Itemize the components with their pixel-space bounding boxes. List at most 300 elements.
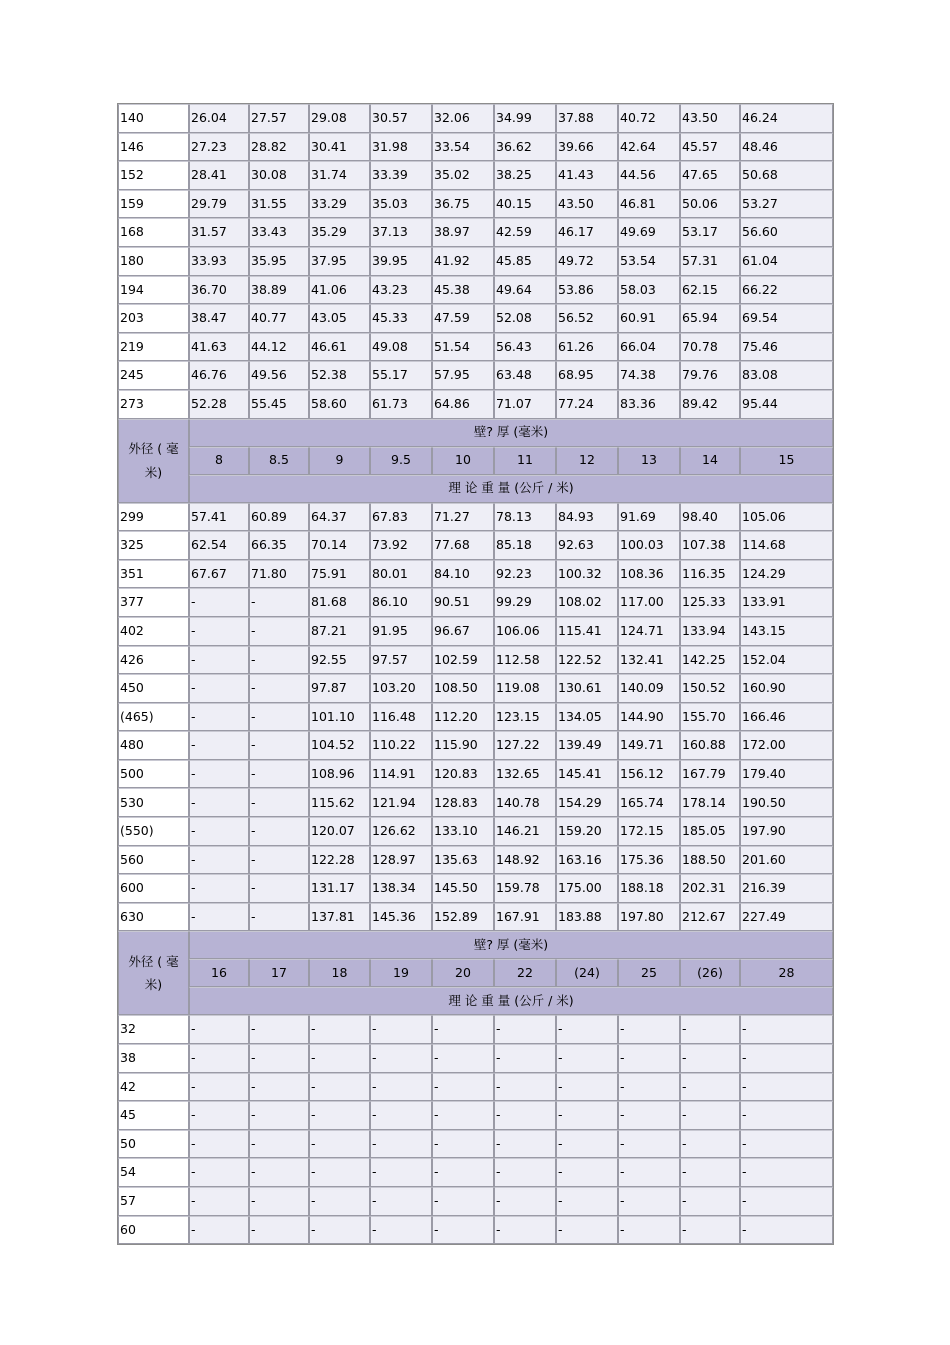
weight-cell: - <box>494 1216 556 1245</box>
weight-cell: 77.68 <box>432 531 494 560</box>
weight-cell: - <box>189 1073 249 1102</box>
weight-cell: - <box>189 1158 249 1187</box>
table-row <box>118 361 833 390</box>
weight-cell: - <box>249 1158 309 1187</box>
table-row <box>118 1073 833 1102</box>
weight-cell: 49.69 <box>618 218 680 247</box>
table-row <box>118 903 833 932</box>
weight-cell: 70.14 <box>309 531 370 560</box>
weight-cell: 71.07 <box>494 390 556 419</box>
weight-cell: 110.22 <box>370 731 432 760</box>
weight-cell: 58.60 <box>309 390 370 419</box>
weight-cell: 29.08 <box>309 104 370 133</box>
weight-cell: 35.03 <box>370 190 432 219</box>
weight-cell: 127.22 <box>494 731 556 760</box>
header-right <box>189 419 833 503</box>
weight-cell: 47.65 <box>680 161 740 190</box>
weight-cell: 57.95 <box>432 361 494 390</box>
weight-cell: - <box>432 1073 494 1102</box>
weight-cell: 160.90 <box>740 674 833 703</box>
weight-cell: - <box>249 1044 309 1073</box>
weight-cell: - <box>618 1044 680 1073</box>
weight-cell: 132.41 <box>618 646 680 675</box>
weight-cell: 53.17 <box>680 218 740 247</box>
weight-cell: 201.60 <box>740 846 833 875</box>
weight-cell: 116.35 <box>680 560 740 589</box>
table-row <box>118 703 833 732</box>
weight-cell: - <box>618 1216 680 1245</box>
weight-cell: - <box>309 1158 370 1187</box>
weight-cell: 117.00 <box>618 588 680 617</box>
table-row <box>118 1044 833 1073</box>
weight-cell: 138.34 <box>370 874 432 903</box>
outer-diameter-cell: 530 <box>118 788 189 817</box>
weight-cell: 160.88 <box>680 731 740 760</box>
weight-cell: 52.28 <box>189 390 249 419</box>
thickness-value: 13 <box>618 447 680 475</box>
weight-cell: 85.18 <box>494 531 556 560</box>
outer-diameter-cell: 402 <box>118 617 189 646</box>
weight-cell: 42.64 <box>618 133 680 162</box>
thickness-value: 16 <box>189 959 249 987</box>
weight-cell: 40.72 <box>618 104 680 133</box>
outer-diameter-cell: 203 <box>118 304 189 333</box>
weight-cell: 114.91 <box>370 760 432 789</box>
weight-cell: 79.76 <box>680 361 740 390</box>
weight-cell: - <box>189 731 249 760</box>
weight-cell: 53.54 <box>618 247 680 276</box>
weight-cell: - <box>309 1216 370 1245</box>
outer-diameter-cell: 426 <box>118 646 189 675</box>
weight-cell: - <box>309 1044 370 1073</box>
weight-cell: 96.67 <box>432 617 494 646</box>
thickness-value: 8 <box>189 447 249 475</box>
weight-cell: 43.23 <box>370 276 432 305</box>
table-row <box>118 674 833 703</box>
weight-cell: - <box>618 1101 680 1130</box>
weight-cell: 66.35 <box>249 531 309 560</box>
weight-cell: 45.33 <box>370 304 432 333</box>
weight-cell: - <box>249 588 309 617</box>
weight-cell: - <box>556 1101 618 1130</box>
weight-cell: - <box>189 1101 249 1130</box>
weight-cell: - <box>189 674 249 703</box>
table-row <box>118 1187 833 1216</box>
weight-cell: 41.63 <box>189 333 249 362</box>
weight-cell: 74.38 <box>618 361 680 390</box>
table-row <box>118 588 833 617</box>
outer-diameter-cell: 45 <box>118 1101 189 1130</box>
weight-cell: 61.73 <box>370 390 432 419</box>
weight-cell: 145.41 <box>556 760 618 789</box>
outer-diameter-cell: 500 <box>118 760 189 789</box>
weight-cell: 61.04 <box>740 247 833 276</box>
thickness-value: 18 <box>309 959 370 987</box>
weight-cell: 165.74 <box>618 788 680 817</box>
weight-cell: - <box>680 1187 740 1216</box>
weight-cell: - <box>189 617 249 646</box>
weight-cell: - <box>370 1015 432 1044</box>
weight-cell: - <box>249 1216 309 1245</box>
weight-cell: 39.66 <box>556 133 618 162</box>
weight-cell: 101.10 <box>309 703 370 732</box>
weight-cell: 62.15 <box>680 276 740 305</box>
weight-cell: 216.39 <box>740 874 833 903</box>
table-row <box>118 133 833 162</box>
thickness-value: (24) <box>556 959 618 987</box>
weight-cell: - <box>680 1073 740 1102</box>
weight-cell: 202.31 <box>680 874 740 903</box>
table-row <box>118 617 833 646</box>
thickness-value: 20 <box>432 959 494 987</box>
weight-cell: 45.38 <box>432 276 494 305</box>
weight-cell: 32.06 <box>432 104 494 133</box>
weight-cell: 97.57 <box>370 646 432 675</box>
weight-cell: - <box>740 1015 833 1044</box>
weight-cell: 28.41 <box>189 161 249 190</box>
weight-cell: 49.72 <box>556 247 618 276</box>
weight-cell: 154.29 <box>556 788 618 817</box>
weight-cell: 69.54 <box>740 304 833 333</box>
weight-cell: 133.10 <box>432 817 494 846</box>
thickness-value: 19 <box>370 959 432 987</box>
weight-cell: 145.36 <box>370 903 432 932</box>
weight-cell: 139.49 <box>556 731 618 760</box>
weight-cell: 152.04 <box>740 646 833 675</box>
weight-cell: - <box>432 1158 494 1187</box>
weight-cell: - <box>249 1187 309 1216</box>
weight-cell: 103.20 <box>370 674 432 703</box>
weight-cell: 33.54 <box>432 133 494 162</box>
weight-cell: 30.41 <box>309 133 370 162</box>
table-row <box>118 1101 833 1130</box>
weight-cell: 135.63 <box>432 846 494 875</box>
weight-cell: 83.08 <box>740 361 833 390</box>
thickness-value: 17 <box>249 959 309 987</box>
weight-cell: 89.42 <box>680 390 740 419</box>
weight-cell: - <box>249 1130 309 1159</box>
outer-diameter-cell: 38 <box>118 1044 189 1073</box>
weight-cell: 137.81 <box>309 903 370 932</box>
weight-cell: 143.15 <box>740 617 833 646</box>
weight-cell: 83.36 <box>618 390 680 419</box>
outer-diameter-header: 外径 ( 毫米) <box>118 419 189 503</box>
weight-cell: 37.13 <box>370 218 432 247</box>
weight-cell: 142.25 <box>680 646 740 675</box>
weight-cell: 31.55 <box>249 190 309 219</box>
weight-cell: - <box>249 646 309 675</box>
weight-cell: 112.58 <box>494 646 556 675</box>
weight-cell: 27.23 <box>189 133 249 162</box>
weight-cell: 67.83 <box>370 503 432 532</box>
weight-cell: - <box>249 1101 309 1130</box>
weight-cell: - <box>740 1101 833 1130</box>
weight-cell: 49.64 <box>494 276 556 305</box>
outer-diameter-cell: (465) <box>118 703 189 732</box>
weight-cell: 46.61 <box>309 333 370 362</box>
weight-cell: 26.04 <box>189 104 249 133</box>
weight-cell: 56.60 <box>740 218 833 247</box>
outer-diameter-cell: 50 <box>118 1130 189 1159</box>
outer-diameter-header: 外径 ( 毫米) <box>118 931 189 1015</box>
weight-cell: 124.71 <box>618 617 680 646</box>
outer-diameter-cell: 273 <box>118 390 189 419</box>
outer-diameter-cell: 152 <box>118 161 189 190</box>
weight-cell: 123.15 <box>494 703 556 732</box>
weight-cell: 130.61 <box>556 674 618 703</box>
weight-cell: - <box>370 1044 432 1073</box>
weight-cell: 167.79 <box>680 760 740 789</box>
weight-cell: - <box>432 1216 494 1245</box>
weight-cell: 78.13 <box>494 503 556 532</box>
weight-cell: 51.54 <box>432 333 494 362</box>
weight-cell: 144.90 <box>618 703 680 732</box>
weight-cell: 227.49 <box>740 903 833 932</box>
weight-cell: 81.68 <box>309 588 370 617</box>
weight-cell: 33.93 <box>189 247 249 276</box>
weight-cell: 133.91 <box>740 588 833 617</box>
weight-cell: - <box>680 1216 740 1245</box>
thickness-value: 12 <box>556 447 618 475</box>
weight-cell: 33.39 <box>370 161 432 190</box>
weight-cell: 46.17 <box>556 218 618 247</box>
weight-cell: 92.55 <box>309 646 370 675</box>
weight-cell: - <box>740 1216 833 1245</box>
weight-cell: - <box>189 903 249 932</box>
weight-cell: 197.90 <box>740 817 833 846</box>
weight-cell: - <box>249 903 309 932</box>
weight-cell: - <box>189 1187 249 1216</box>
weight-cell: 114.68 <box>740 531 833 560</box>
weight-cell: 57.31 <box>680 247 740 276</box>
weight-cell: 166.46 <box>740 703 833 732</box>
weight-cell: 56.52 <box>556 304 618 333</box>
thickness-value: 9.5 <box>370 447 432 475</box>
weight-cell: - <box>370 1130 432 1159</box>
weight-cell: 90.51 <box>432 588 494 617</box>
weight-cell: - <box>494 1073 556 1102</box>
weight-cell: - <box>189 703 249 732</box>
weight-cell: 46.76 <box>189 361 249 390</box>
weight-cell: 140.78 <box>494 788 556 817</box>
weight-cell: 52.08 <box>494 304 556 333</box>
weight-cell: 30.08 <box>249 161 309 190</box>
weight-cell: 134.05 <box>556 703 618 732</box>
weight-cell: - <box>249 617 309 646</box>
thickness-value: 14 <box>680 447 740 475</box>
weight-cell: 64.37 <box>309 503 370 532</box>
weight-cell: 172.15 <box>618 817 680 846</box>
outer-diameter-cell: 351 <box>118 560 189 589</box>
weight-cell: 102.59 <box>432 646 494 675</box>
table-row <box>118 531 833 560</box>
weight-cell: 33.29 <box>309 190 370 219</box>
weight-cell: 97.87 <box>309 674 370 703</box>
weight-cell: - <box>189 1044 249 1073</box>
weight-cell: - <box>189 588 249 617</box>
weight-cell: 29.79 <box>189 190 249 219</box>
outer-diameter-cell: 60 <box>118 1216 189 1245</box>
weight-cell: - <box>494 1101 556 1130</box>
weight-cell: - <box>370 1158 432 1187</box>
weight-cell: 112.20 <box>432 703 494 732</box>
weight-cell: 108.50 <box>432 674 494 703</box>
table-row <box>118 333 833 362</box>
table-row <box>118 390 833 419</box>
outer-diameter-cell: 159 <box>118 190 189 219</box>
outer-diameter-cell: 480 <box>118 731 189 760</box>
header-block <box>118 419 833 503</box>
weight-cell: 115.90 <box>432 731 494 760</box>
weight-cell: - <box>249 1015 309 1044</box>
weight-cell: 61.26 <box>556 333 618 362</box>
weight-cell: 38.47 <box>189 304 249 333</box>
weight-cell: 33.43 <box>249 218 309 247</box>
weight-cell: 52.38 <box>309 361 370 390</box>
weight-cell: 31.98 <box>370 133 432 162</box>
weight-cell: 67.67 <box>189 560 249 589</box>
weight-cell: 28.82 <box>249 133 309 162</box>
thickness-value: 25 <box>618 959 680 987</box>
weight-cell: - <box>494 1158 556 1187</box>
weight-cell: 46.24 <box>740 104 833 133</box>
weight-cell: 40.77 <box>249 304 309 333</box>
outer-diameter-cell: 57 <box>118 1187 189 1216</box>
weight-cell: - <box>680 1130 740 1159</box>
weight-cell: 40.15 <box>494 190 556 219</box>
weight-cell: 159.20 <box>556 817 618 846</box>
outer-diameter-cell: 140 <box>118 104 189 133</box>
weight-cell: 120.07 <box>309 817 370 846</box>
outer-diameter-cell: 600 <box>118 874 189 903</box>
weight-cell: 175.36 <box>618 846 680 875</box>
weight-cell: 125.33 <box>680 588 740 617</box>
weight-cell: 58.03 <box>618 276 680 305</box>
weight-cell: 131.17 <box>309 874 370 903</box>
table-row <box>118 1158 833 1187</box>
weight-cell: - <box>189 760 249 789</box>
weight-cell: 95.44 <box>740 390 833 419</box>
weight-cell: 41.06 <box>309 276 370 305</box>
weight-cell: - <box>494 1044 556 1073</box>
weight-cell: 86.10 <box>370 588 432 617</box>
weight-cell: - <box>189 846 249 875</box>
weight-cell: - <box>494 1187 556 1216</box>
weight-cell: 98.40 <box>680 503 740 532</box>
weight-cell: - <box>189 646 249 675</box>
weight-cell: 159.78 <box>494 874 556 903</box>
outer-diameter-cell: 219 <box>118 333 189 362</box>
weight-cell: 132.65 <box>494 760 556 789</box>
outer-diameter-cell: 377 <box>118 588 189 617</box>
weight-cell: 100.32 <box>556 560 618 589</box>
weight-cell: - <box>494 1130 556 1159</box>
table-row <box>118 874 833 903</box>
weight-cell: 66.04 <box>618 333 680 362</box>
weight-cell: 57.41 <box>189 503 249 532</box>
weight-cell: - <box>189 1216 249 1245</box>
weight-cell: 179.40 <box>740 760 833 789</box>
weight-cell: - <box>618 1073 680 1102</box>
weight-cell: - <box>618 1015 680 1044</box>
weight-cell: 49.56 <box>249 361 309 390</box>
outer-diameter-cell: 245 <box>118 361 189 390</box>
weight-cell: 212.67 <box>680 903 740 932</box>
outer-diameter-cell: 194 <box>118 276 189 305</box>
weight-cell: 36.75 <box>432 190 494 219</box>
weight-cell: - <box>556 1073 618 1102</box>
weight-cell: 41.92 <box>432 247 494 276</box>
weight-cell: - <box>249 788 309 817</box>
weight-cell: - <box>618 1187 680 1216</box>
weight-cell: - <box>370 1101 432 1130</box>
weight-cell: 172.00 <box>740 731 833 760</box>
weight-cell: 60.91 <box>618 304 680 333</box>
weight-cell: - <box>370 1187 432 1216</box>
weight-cell: 167.91 <box>494 903 556 932</box>
outer-diameter-cell: 325 <box>118 531 189 560</box>
weight-cell: - <box>370 1073 432 1102</box>
weight-cell: 60.89 <box>249 503 309 532</box>
weight-cell: - <box>309 1187 370 1216</box>
weight-cell: - <box>309 1015 370 1044</box>
weight-cell: 39.95 <box>370 247 432 276</box>
weight-cell: - <box>432 1015 494 1044</box>
weight-cell: 35.02 <box>432 161 494 190</box>
weight-cell: 41.43 <box>556 161 618 190</box>
weight-cell: 43.50 <box>680 104 740 133</box>
weight-cell: 188.50 <box>680 846 740 875</box>
weight-cell: 155.70 <box>680 703 740 732</box>
weight-cell: 63.48 <box>494 361 556 390</box>
table-row <box>118 276 833 305</box>
table-row <box>118 1015 833 1044</box>
outer-diameter-cell: 54 <box>118 1158 189 1187</box>
weight-cell: 64.86 <box>432 390 494 419</box>
thickness-value: 11 <box>494 447 556 475</box>
outer-diameter-cell: 630 <box>118 903 189 932</box>
weight-cell: 75.91 <box>309 560 370 589</box>
weight-cell: - <box>556 1130 618 1159</box>
weight-cell: 149.71 <box>618 731 680 760</box>
outer-diameter-cell: 146 <box>118 133 189 162</box>
weight-cell: 105.06 <box>740 503 833 532</box>
thickness-value: 15 <box>740 447 833 475</box>
weight-cell: - <box>189 1015 249 1044</box>
weight-cell: 107.38 <box>680 531 740 560</box>
weight-cell: - <box>249 703 309 732</box>
theoretical-weight-header: 理 论 重 量 (公斤 / 米) <box>189 475 833 503</box>
weight-cell: - <box>249 846 309 875</box>
table-row <box>118 788 833 817</box>
weight-cell: - <box>432 1101 494 1130</box>
table-row <box>118 760 833 789</box>
weight-cell: 34.99 <box>494 104 556 133</box>
weight-cell: - <box>680 1101 740 1130</box>
weight-cell: 80.01 <box>370 560 432 589</box>
weight-cell: 108.36 <box>618 560 680 589</box>
weight-cell: 37.95 <box>309 247 370 276</box>
weight-cell: 37.88 <box>556 104 618 133</box>
weight-cell: 44.56 <box>618 161 680 190</box>
weight-cell: 45.85 <box>494 247 556 276</box>
weight-cell: 108.96 <box>309 760 370 789</box>
weight-cell: 178.14 <box>680 788 740 817</box>
weight-cell: 108.02 <box>556 588 618 617</box>
weight-cell: 104.52 <box>309 731 370 760</box>
pipe-weight-table <box>117 103 834 1245</box>
weight-cell: 145.50 <box>432 874 494 903</box>
